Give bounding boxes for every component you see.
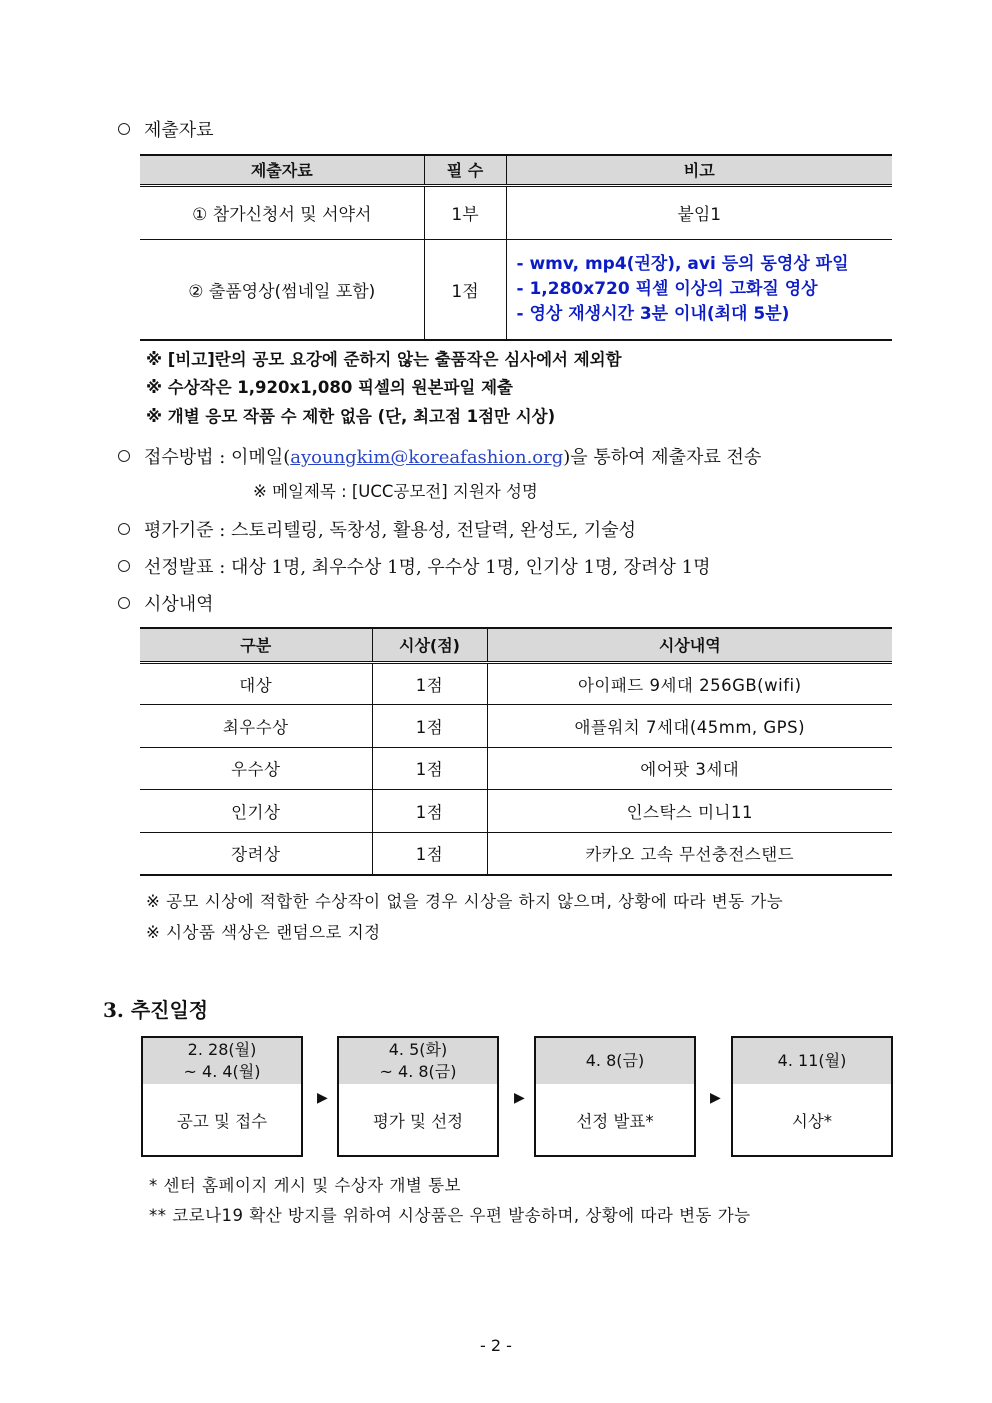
schedule-step	[731, 1036, 893, 1157]
arrow-right-icon: ▶	[514, 1090, 525, 1106]
remark-line: - 영상 재생시간 3분 이내(최대 5분)	[516, 303, 790, 324]
table-cell: 1점	[372, 747, 487, 790]
circle-bullet-icon	[118, 523, 130, 535]
table-cell: 아이패드 9세대 256GB(wifi)	[487, 662, 892, 705]
remark-line: - 1,280x720 픽셀 이상의 고화질 영상	[516, 278, 818, 299]
circle-bullet-icon	[118, 450, 130, 462]
circle-bullet-icon	[118, 560, 130, 572]
table-row	[140, 185, 892, 239]
criteria-line: 평가기준 : 스토리텔링, 독창성, 활용성, 전달력, 완성도, 기술성	[118, 516, 636, 542]
table-cell: 카카오 고속 무선충전스탠드	[487, 832, 892, 875]
circle-bullet-icon	[118, 123, 130, 135]
table-cell: ② 출품영상(썸네일 포함)	[140, 239, 424, 340]
prizes-heading: 시상내역	[118, 590, 214, 616]
column-header: 시상내역	[487, 628, 892, 662]
table-cell: 1점	[372, 705, 487, 748]
table-cell: 대상	[140, 662, 372, 705]
table-cell: 애플워치 7세대(45mm, GPS)	[487, 705, 892, 748]
mail-subject-note: ※ 메일제목 : [UCC공모전] 지원자 성명	[253, 482, 538, 501]
table-header-row	[140, 628, 892, 662]
arrow-right-icon: ▶	[710, 1090, 721, 1106]
submission-note: ※ 개별 응모 작품 수 제한 없음 (단, 최고점 1점만 시상)	[146, 407, 556, 426]
step-date: 4. 8(금)	[536, 1038, 694, 1084]
step-label: 공고 및 접수	[176, 1111, 268, 1131]
column-header: 제출자료	[140, 155, 424, 185]
submission-note: ※ [비고]란의 공모 요강에 준하지 않는 출품작은 심사에서 제외함	[146, 350, 622, 369]
announcement-line: 선정발표 : 대상 1명, 최우수상 1명, 우수상 1명, 인기상 1명, 장려상 1명	[118, 553, 710, 579]
email-link[interactable]: ayoungkim@koreafashion.org	[290, 447, 564, 468]
column-header: 시상(점)	[372, 628, 487, 662]
table-cell: 붙임1	[506, 185, 892, 239]
table-cell: 장려상	[140, 832, 372, 875]
circle-bullet-icon	[118, 597, 130, 609]
table-cell: 인스탁스 미니11	[487, 790, 892, 833]
schedule-note: ** 코로나19 확산 방지를 위하여 시상품은 우편 발송하며, 상황에 따라 변동 가능	[149, 1206, 751, 1225]
table-cell: 1점	[424, 239, 506, 340]
submission-note: ※ 수상작은 1,920x1,080 픽셀의 원본파일 제출	[146, 378, 513, 397]
table-row	[140, 790, 892, 833]
table-cell: 1점	[372, 790, 487, 833]
table-cell: 에어팟 3세대	[487, 747, 892, 790]
prize-note: ※ 공모 시상에 적합한 수상작이 없을 경우 시상을 하지 않으며, 상황에 따라 변동 가능	[146, 892, 784, 911]
schedule-step	[141, 1036, 303, 1157]
arrow-right-icon: ▶	[317, 1090, 328, 1106]
table-row	[140, 239, 892, 340]
table-header-row	[140, 155, 892, 185]
table-cell: 우수상	[140, 747, 372, 790]
submission-table	[140, 154, 892, 341]
table-row	[140, 832, 892, 875]
schedule-note: * 센터 홈페이지 게시 및 수상자 개별 통보	[149, 1176, 461, 1195]
step-label: 시상*	[791, 1111, 833, 1131]
remark-list	[506, 239, 892, 340]
table-cell: 1점	[372, 662, 487, 705]
submission-heading: 제출자료	[118, 116, 214, 142]
table-cell: 1부	[424, 185, 506, 239]
step-date: 4. 5(화) ~ 4. 8(금)	[339, 1038, 497, 1084]
schedule-step	[534, 1036, 696, 1157]
step-date: 2. 28(월) ~ 4. 4(월)	[143, 1038, 301, 1084]
table-row	[140, 705, 892, 748]
step-date: 4. 11(월)	[733, 1038, 891, 1084]
step-label: 선정 발표*	[576, 1111, 654, 1131]
prize-table	[140, 627, 892, 876]
table-row	[140, 662, 892, 705]
receipt-method: 접수방법 : 이메일(ayoungkim@koreafashion.org)을 통하여 제출자료 전송	[118, 443, 761, 469]
column-header: 구분	[140, 628, 372, 662]
step-label: 평가 및 선정	[372, 1111, 464, 1131]
table-cell: 최우수상	[140, 705, 372, 748]
section-title: 3. 추진일정	[103, 998, 209, 1022]
prize-note: ※ 시상품 색상은 랜덤으로 지정	[146, 923, 381, 942]
schedule-step	[337, 1036, 499, 1157]
page-number: - 2 -	[480, 1336, 512, 1355]
table-row	[140, 747, 892, 790]
column-header: 비고	[506, 155, 892, 185]
column-header: 필 수	[424, 155, 506, 185]
table-cell: 1점	[372, 832, 487, 875]
remark-line: - wmv, mp4(권장), avi 등의 동영상 파일	[516, 253, 849, 274]
table-cell: 인기상	[140, 790, 372, 833]
table-cell: ① 참가신청서 및 서약서	[140, 185, 424, 239]
